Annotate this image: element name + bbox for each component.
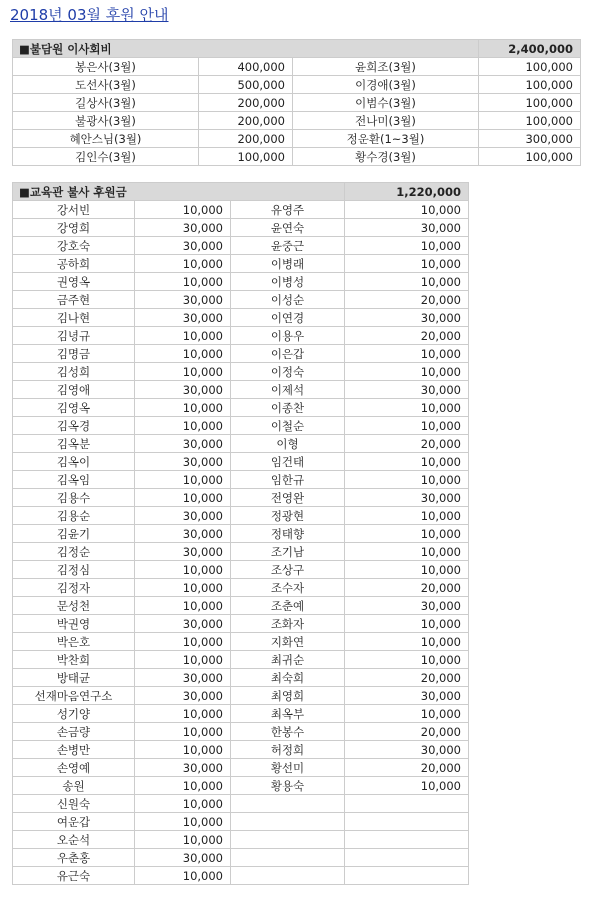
donor-name: 윤연숙 <box>231 219 345 237</box>
donor-amount: 30,000 <box>135 453 231 471</box>
donor-amount: 30,000 <box>345 219 469 237</box>
donor-name: 한봉수 <box>231 723 345 741</box>
donor-name <box>231 813 345 831</box>
donor-amount: 10,000 <box>345 633 469 651</box>
table-row <box>13 795 469 813</box>
donor-name: 이병래 <box>231 255 345 273</box>
table-row <box>13 58 581 76</box>
donor-name: 이종찬 <box>231 399 345 417</box>
donor-name: 이제석 <box>231 381 345 399</box>
donor-name: 김옥경 <box>13 417 135 435</box>
donor-name: 이범수(3월) <box>293 94 479 112</box>
donor-name: 정광현 <box>231 507 345 525</box>
donor-name: 손병만 <box>13 741 135 759</box>
donor-amount: 10,000 <box>345 273 469 291</box>
donor-amount: 10,000 <box>135 867 231 885</box>
donor-name: 김용수 <box>13 489 135 507</box>
donor-name: 유근숙 <box>13 867 135 885</box>
donor-amount: 100,000 <box>479 76 581 94</box>
table-row <box>13 741 469 759</box>
table-row <box>13 76 581 94</box>
donor-amount: 200,000 <box>199 112 293 130</box>
donor-name: 조상구 <box>231 561 345 579</box>
table-row <box>13 112 581 130</box>
donor-amount: 10,000 <box>135 741 231 759</box>
donor-name: 강호숙 <box>13 237 135 255</box>
donor-name: 선재마음연구소 <box>13 687 135 705</box>
table-row <box>13 777 469 795</box>
donor-amount: 10,000 <box>135 597 231 615</box>
donor-amount: 10,000 <box>135 705 231 723</box>
donor-amount: 10,000 <box>345 345 469 363</box>
donor-name: 도선사(3월) <box>13 76 199 94</box>
donor-amount: 20,000 <box>345 435 469 453</box>
donor-amount: 30,000 <box>135 615 231 633</box>
table-row <box>13 813 469 831</box>
donor-name: 이병성 <box>231 273 345 291</box>
donor-name: 최숙희 <box>231 669 345 687</box>
donor-amount: 10,000 <box>135 273 231 291</box>
donor-name: 성기양 <box>13 705 135 723</box>
donor-name: 황선미 <box>231 759 345 777</box>
table-row <box>13 633 469 651</box>
table-row <box>13 705 469 723</box>
donor-amount: 10,000 <box>135 327 231 345</box>
donor-amount: 10,000 <box>345 471 469 489</box>
donor-amount: 10,000 <box>135 831 231 849</box>
section-total: 2,400,000 <box>479 40 581 58</box>
donor-name: 김정심 <box>13 561 135 579</box>
donor-amount: 30,000 <box>135 237 231 255</box>
donor-amount: 20,000 <box>345 723 469 741</box>
section-label: ■교육관 불사 후원금 <box>13 183 345 201</box>
donor-name: 김정순 <box>13 543 135 561</box>
donor-name: 김정자 <box>13 579 135 597</box>
table-row <box>13 148 581 166</box>
table-row <box>13 345 469 363</box>
donor-name: 방태균 <box>13 669 135 687</box>
table-row <box>13 453 469 471</box>
donor-name <box>231 795 345 813</box>
donor-name: 김나현 <box>13 309 135 327</box>
table-row <box>13 867 469 885</box>
donor-amount: 100,000 <box>199 148 293 166</box>
table-row <box>13 543 469 561</box>
donor-amount: 10,000 <box>345 651 469 669</box>
donor-name: 불광사(3월) <box>13 112 199 130</box>
table-row <box>13 381 469 399</box>
donor-name: 이철순 <box>231 417 345 435</box>
building-donation-table <box>12 182 469 885</box>
table-row <box>13 417 469 435</box>
table-row <box>13 255 469 273</box>
donor-amount: 400,000 <box>199 58 293 76</box>
section-total: 1,220,000 <box>345 183 469 201</box>
donor-name: 윤희조(3월) <box>293 58 479 76</box>
table-row <box>13 507 469 525</box>
donor-name: 조춘예 <box>231 597 345 615</box>
table-row <box>13 525 469 543</box>
donor-amount: 30,000 <box>345 687 469 705</box>
donor-amount: 10,000 <box>345 705 469 723</box>
donor-amount <box>345 813 469 831</box>
donor-amount <box>345 795 469 813</box>
donor-name: 임한규 <box>231 471 345 489</box>
donor-name: 허정희 <box>231 741 345 759</box>
donor-amount: 10,000 <box>345 201 469 219</box>
donor-amount: 10,000 <box>135 795 231 813</box>
donor-amount: 10,000 <box>135 579 231 597</box>
donor-amount: 30,000 <box>135 687 231 705</box>
donor-name: 윤중근 <box>231 237 345 255</box>
donor-amount: 10,000 <box>135 255 231 273</box>
table-row <box>13 849 469 867</box>
donor-name: 임건태 <box>231 453 345 471</box>
donor-amount: 100,000 <box>479 112 581 130</box>
donor-name: 정운환(1~3월) <box>293 130 479 148</box>
donor-amount: 10,000 <box>135 777 231 795</box>
donor-amount: 10,000 <box>135 363 231 381</box>
donor-name: 김옥분 <box>13 435 135 453</box>
donor-name: 손금량 <box>13 723 135 741</box>
donor-amount: 20,000 <box>345 291 469 309</box>
table-row <box>13 597 469 615</box>
page-title: 2018년 03월 후원 안내 <box>10 6 169 24</box>
donor-amount: 10,000 <box>135 399 231 417</box>
donor-name: 강서빈 <box>13 201 135 219</box>
table-row <box>13 201 469 219</box>
donor-amount: 10,000 <box>135 651 231 669</box>
table-row <box>13 291 469 309</box>
donor-amount: 100,000 <box>479 94 581 112</box>
table-row <box>13 130 581 148</box>
donor-amount: 10,000 <box>345 453 469 471</box>
donor-amount: 10,000 <box>135 417 231 435</box>
table-row <box>13 471 469 489</box>
donor-amount: 10,000 <box>345 777 469 795</box>
table-row <box>13 651 469 669</box>
donor-amount: 10,000 <box>345 525 469 543</box>
donor-name: 김영옥 <box>13 399 135 417</box>
donor-name: 오순석 <box>13 831 135 849</box>
donor-amount: 10,000 <box>345 615 469 633</box>
donor-name: 혜안스님(3월) <box>13 130 199 148</box>
table-row <box>13 687 469 705</box>
donor-name: 이용우 <box>231 327 345 345</box>
donor-name: 김옥이 <box>13 453 135 471</box>
donor-name: 김영애 <box>13 381 135 399</box>
donor-amount: 300,000 <box>479 130 581 148</box>
donor-name: 신원숙 <box>13 795 135 813</box>
donor-amount: 20,000 <box>345 579 469 597</box>
donor-name: 이경애(3월) <box>293 76 479 94</box>
donor-name: 우춘홍 <box>13 849 135 867</box>
donor-name: 조화자 <box>231 615 345 633</box>
donor-amount: 10,000 <box>135 489 231 507</box>
donor-name: 이형 <box>231 435 345 453</box>
section-header <box>13 183 469 201</box>
donor-name: 김인수(3월) <box>13 148 199 166</box>
table-row <box>13 237 469 255</box>
donor-amount: 30,000 <box>135 525 231 543</box>
donor-name: 김용순 <box>13 507 135 525</box>
donor-amount: 10,000 <box>135 723 231 741</box>
donor-name: 박은호 <box>13 633 135 651</box>
donor-name: 지화연 <box>231 633 345 651</box>
donor-name: 길상사(3월) <box>13 94 199 112</box>
donor-amount: 10,000 <box>135 633 231 651</box>
donor-amount: 20,000 <box>345 669 469 687</box>
donor-amount: 30,000 <box>135 507 231 525</box>
donor-name: 황수경(3월) <box>293 148 479 166</box>
donor-name <box>231 831 345 849</box>
donor-name: 박찬희 <box>13 651 135 669</box>
donor-amount: 30,000 <box>135 381 231 399</box>
donor-name: 이정숙 <box>231 363 345 381</box>
donor-name: 권영옥 <box>13 273 135 291</box>
donor-amount: 200,000 <box>199 130 293 148</box>
section-header <box>13 40 581 58</box>
donor-name: 전영완 <box>231 489 345 507</box>
donor-name: 이은갑 <box>231 345 345 363</box>
table-row <box>13 759 469 777</box>
donor-name: 공하희 <box>13 255 135 273</box>
donor-name: 황용숙 <box>231 777 345 795</box>
table-row <box>13 579 469 597</box>
donor-name: 여운갑 <box>13 813 135 831</box>
donor-amount: 30,000 <box>345 741 469 759</box>
table-row <box>13 615 469 633</box>
donor-name: 김녕규 <box>13 327 135 345</box>
donor-amount: 30,000 <box>135 669 231 687</box>
donor-name: 이성순 <box>231 291 345 309</box>
donor-amount <box>345 867 469 885</box>
table-row <box>13 561 469 579</box>
donor-name: 정태향 <box>231 525 345 543</box>
table-row <box>13 489 469 507</box>
donor-amount: 100,000 <box>479 58 581 76</box>
donor-amount: 10,000 <box>135 201 231 219</box>
table-row <box>13 363 469 381</box>
donor-name: 조기남 <box>231 543 345 561</box>
donor-amount: 30,000 <box>135 309 231 327</box>
donor-amount: 30,000 <box>135 543 231 561</box>
donor-amount: 30,000 <box>135 759 231 777</box>
donor-amount: 30,000 <box>345 597 469 615</box>
table-row <box>13 309 469 327</box>
table-row <box>13 723 469 741</box>
donor-amount: 30,000 <box>345 489 469 507</box>
donor-name <box>231 849 345 867</box>
donor-amount: 20,000 <box>345 327 469 345</box>
table-row <box>13 435 469 453</box>
donor-name: 금주현 <box>13 291 135 309</box>
donor-name: 이연경 <box>231 309 345 327</box>
donor-name: 문성천 <box>13 597 135 615</box>
donor-name <box>231 867 345 885</box>
donor-amount <box>345 831 469 849</box>
donor-name: 송원 <box>13 777 135 795</box>
donor-name: 봉은사(3월) <box>13 58 199 76</box>
table-row <box>13 94 581 112</box>
donor-amount: 20,000 <box>345 759 469 777</box>
donor-amount: 200,000 <box>199 94 293 112</box>
donor-name: 전나미(3월) <box>293 112 479 130</box>
donor-amount: 10,000 <box>345 561 469 579</box>
donor-amount: 10,000 <box>345 363 469 381</box>
donor-amount: 10,000 <box>135 471 231 489</box>
table-row <box>13 219 469 237</box>
board-fee-table <box>12 39 581 166</box>
donor-amount: 100,000 <box>479 148 581 166</box>
donor-amount: 500,000 <box>199 76 293 94</box>
section-label: ■불담원 이사회비 <box>13 40 479 58</box>
donor-amount: 10,000 <box>345 543 469 561</box>
table-row <box>13 273 469 291</box>
donor-name: 유영주 <box>231 201 345 219</box>
donor-name: 최귀순 <box>231 651 345 669</box>
donor-name: 박권영 <box>13 615 135 633</box>
donor-name: 김윤기 <box>13 525 135 543</box>
donor-amount: 30,000 <box>135 291 231 309</box>
donor-amount: 30,000 <box>345 381 469 399</box>
donor-name: 조수자 <box>231 579 345 597</box>
table-row <box>13 669 469 687</box>
donor-amount: 30,000 <box>135 435 231 453</box>
donor-name: 강영희 <box>13 219 135 237</box>
table-row <box>13 831 469 849</box>
donor-amount: 10,000 <box>345 237 469 255</box>
donor-amount: 10,000 <box>135 813 231 831</box>
donor-amount: 10,000 <box>345 399 469 417</box>
table-row <box>13 327 469 345</box>
donor-amount: 30,000 <box>135 849 231 867</box>
table-row <box>13 399 469 417</box>
donor-name: 최옥부 <box>231 705 345 723</box>
donor-amount: 30,000 <box>345 309 469 327</box>
donor-name: 손영예 <box>13 759 135 777</box>
donor-name: 김옥임 <box>13 471 135 489</box>
donor-name: 김성희 <box>13 363 135 381</box>
donor-amount: 10,000 <box>135 561 231 579</box>
donor-amount: 10,000 <box>345 507 469 525</box>
donor-amount <box>345 849 469 867</box>
donor-amount: 10,000 <box>345 255 469 273</box>
donor-amount: 10,000 <box>135 345 231 363</box>
donor-name: 최영희 <box>231 687 345 705</box>
donor-amount: 30,000 <box>135 219 231 237</box>
donor-amount: 10,000 <box>345 417 469 435</box>
donor-name: 김명금 <box>13 345 135 363</box>
